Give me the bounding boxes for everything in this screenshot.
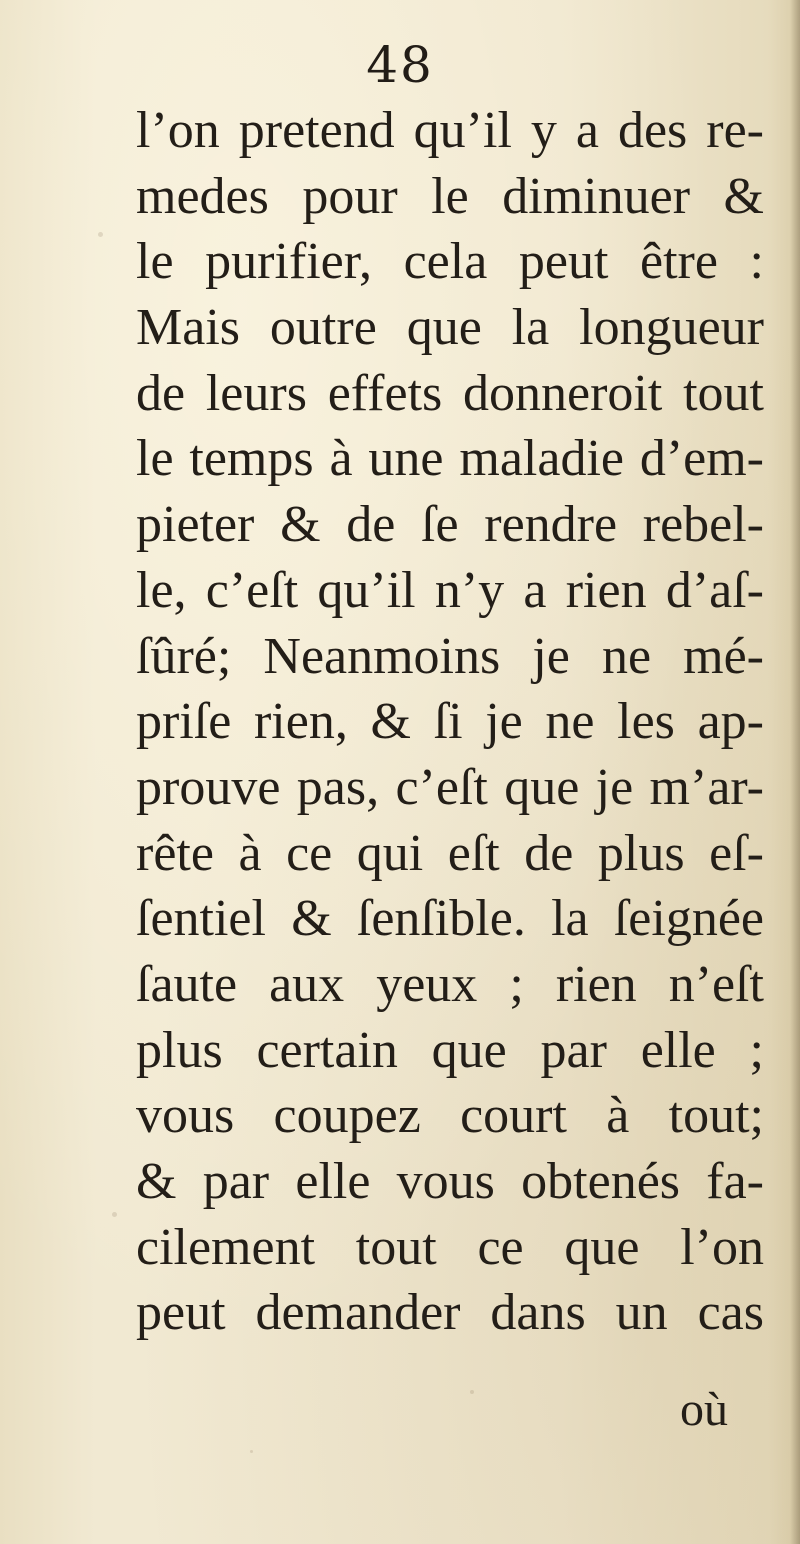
text-line: vous coupez court à tout; <box>136 1087 764 1145</box>
text-line: le purifier, cela peut être : <box>136 233 764 291</box>
text-line: rête à ce qui eſt de plus eſ- <box>136 824 764 882</box>
text-line: ſaute aux yeux ; rien n’eſt <box>136 955 764 1013</box>
text-line: le temps à une maladie d’em- <box>136 430 764 488</box>
catchword: où <box>680 1383 728 1436</box>
text-line: prouve pas, c’eſt que je m’ar- <box>136 758 764 816</box>
page-number: 48 <box>366 36 434 94</box>
text-line: le, c’eſt qu’il n’y a rien d’aſ- <box>136 561 764 619</box>
text-line: pieter & de ſe rendre rebel- <box>136 496 764 554</box>
paper-spot <box>250 1450 253 1453</box>
text-line: de leurs effets donneroit tout <box>136 364 764 422</box>
body-text <box>136 98 764 1346</box>
paper-spot <box>112 1212 117 1217</box>
page-edge <box>790 0 800 1544</box>
text-line: peut demander dans un cas <box>136 1284 764 1342</box>
text-line: ſentiel & ſenſible. la ſeignée <box>136 890 764 948</box>
paper-spot <box>470 1390 474 1394</box>
text-line: Mais outre que la longueur <box>136 299 764 357</box>
text-line: & par elle vous obtenés fa- <box>136 1153 764 1210</box>
text-line: cilement tout ce que l’on <box>136 1218 764 1276</box>
text-line: l’on pretend qu’il y a des re- <box>136 102 764 159</box>
text-line: priſe rien, & ſi je ne les ap- <box>136 693 764 751</box>
text-line: plus certain que par elle ; <box>136 1021 764 1079</box>
text-line: ſûré; Neanmoins je ne mé- <box>136 627 764 685</box>
paper-spot <box>98 232 103 237</box>
text-line: medes pour le diminuer & <box>136 167 764 225</box>
